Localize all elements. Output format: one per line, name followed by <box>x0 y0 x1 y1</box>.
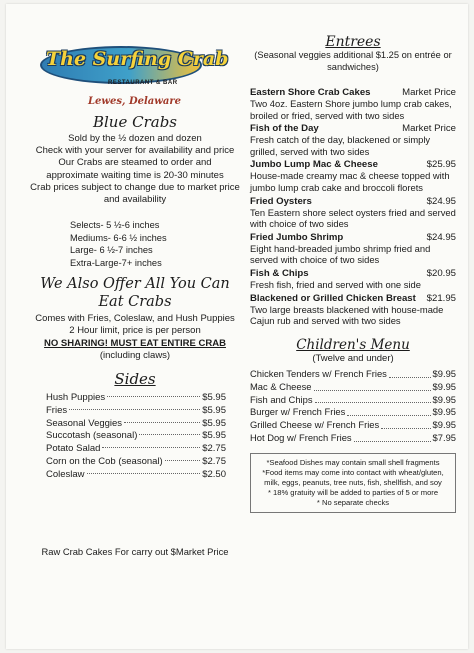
side-item <box>46 469 226 482</box>
leader-dots <box>314 378 431 391</box>
item-price: $2.75 <box>202 456 226 468</box>
entree-title <box>250 196 456 207</box>
entree-description: Ten Eastern shore select oysters fried and served with choice of two sides <box>250 206 456 230</box>
item-price: $5.95 <box>202 404 226 416</box>
sides-heading: Sides <box>114 370 156 389</box>
entree-name: Blackened or Grilled Chicken Breast <box>250 292 416 304</box>
entree-name: Fish & Chips <box>250 267 309 279</box>
entree-item <box>250 268 456 291</box>
side-item <box>46 443 226 456</box>
item-name: Potato Salad <box>46 443 101 455</box>
menu-sheet <box>6 4 468 649</box>
entree-description: House-made creamy mac & cheese topped with jumbo lump crab cake and broccoli florets <box>250 170 450 193</box>
entree-description: Two large breasts blackened with house-made Cajun rub and served with two sides <box>250 303 444 327</box>
item-price: $9.95 <box>432 367 456 379</box>
leader-dots <box>354 429 431 442</box>
item-name: Grilled Cheese w/ French Fries <box>250 419 380 431</box>
entree-title <box>250 268 456 279</box>
ayce-heading: We Also Offer All You Can Eat Crabs <box>40 276 230 311</box>
ayce-info <box>30 313 240 362</box>
item-name: Succotash (seasonal) <box>46 430 138 442</box>
entree-description: Fresh fish, fried and served with one side <box>250 278 421 290</box>
item-name: Hot Dog w/ French Fries <box>250 431 352 443</box>
entrees-heading: Entrees <box>325 34 381 50</box>
raw-crab-cakes: Raw Crab Cakes For carry out $Market Price <box>41 545 229 557</box>
leader-dots <box>124 422 200 423</box>
leader-dots <box>315 391 431 404</box>
item-price: $9.95 <box>432 393 456 405</box>
crab-size: Selects- 5 ½-6 inches <box>70 220 160 231</box>
item-name: Hush Puppies <box>46 392 106 404</box>
blue-crabs-heading: Blue Crabs <box>92 113 178 131</box>
right-column <box>250 4 456 513</box>
item-name: Burger w/ French Fries <box>250 406 346 418</box>
blue-crabs-line: Crab prices subject to change due to market price <box>30 181 240 193</box>
leader-dots <box>381 416 430 429</box>
entree-name: Fried Oysters <box>250 195 312 207</box>
kids-subheading: (Twelve and under) <box>312 352 394 364</box>
entree-name: Fish of the Day <box>250 123 319 135</box>
left-column <box>30 4 240 558</box>
item-price: $9.95 <box>432 380 456 392</box>
logo-location: Lewes, Delaware <box>88 96 181 107</box>
sides-list <box>30 392 240 482</box>
leader-dots <box>139 434 200 435</box>
entree-price: $25.95 <box>426 159 456 171</box>
crab-sizes <box>30 219 240 269</box>
leader-dots <box>107 396 200 397</box>
crab-size: Large- 6 ½-7 inches <box>70 245 153 256</box>
crab-size: Mediums- 6-6 ½ inches <box>70 232 167 243</box>
blue-crabs-info <box>30 133 240 206</box>
item-name: Seasonal Veggies <box>46 417 123 429</box>
side-item <box>46 392 226 405</box>
entree-title <box>250 123 456 134</box>
kids-item <box>250 432 456 445</box>
leader-dots <box>165 460 201 461</box>
entree-name: Eastern Shore Crab Cakes <box>250 87 371 98</box>
entree-item <box>250 196 456 230</box>
item-name: Coleslaw <box>46 468 85 480</box>
crab-size: Extra-Large-7+ inches <box>70 257 162 268</box>
logo-name: The Surfing Crab <box>46 48 229 70</box>
entree-title <box>250 159 456 170</box>
entree-name: Jumbo Lump Mac & Cheese <box>250 159 378 171</box>
entree-price: Market Price <box>402 123 456 135</box>
item-price: $5.95 <box>202 392 226 404</box>
blue-crabs-line: approximate waiting time is 20-30 minutes <box>46 169 224 181</box>
item-price: $9.95 <box>432 406 456 418</box>
entree-name: Fried Jumbo Shrimp <box>250 231 344 243</box>
side-item <box>46 405 226 418</box>
item-name: Chicken Tenders w/ French Fries <box>250 367 387 379</box>
entree-title <box>250 293 456 304</box>
kids-heading: Children's Menu <box>296 336 410 353</box>
notice-line: * 18% gratuity will be added to parties of 5 or more <box>267 487 439 497</box>
blue-crabs-line: Our Crabs are steamed to order and <box>58 157 212 169</box>
entree-price: $24.95 <box>426 231 456 243</box>
side-item <box>46 430 226 443</box>
entrees-note: (Seasonal veggies additional $1.25 on entrée or sandwiches) <box>254 50 452 72</box>
side-item <box>46 456 226 469</box>
leader-dots <box>102 447 200 448</box>
logo-subtitle: RESTAURANT & BAR <box>108 80 178 86</box>
ayce-line: (including claws) <box>99 349 171 361</box>
item-name: Corn on the Cob (seasonal) <box>46 456 163 468</box>
ayce-warning: NO SHARING! MUST EAT ENTIRE CRAB <box>44 337 226 349</box>
item-name: Mac & Cheese <box>250 380 312 392</box>
item-price: $2.50 <box>202 468 226 480</box>
blue-crabs-line: and availability <box>103 194 167 206</box>
kids-list <box>250 368 456 445</box>
entree-title <box>250 232 456 243</box>
item-price: $5.95 <box>202 417 226 429</box>
item-price: $2.75 <box>202 443 226 455</box>
notice-line: *Seafood Dishes may contain small shell fragments <box>266 457 440 467</box>
entree-description: Fresh catch of the day, blackened or simply grilled, served with two sides <box>250 134 431 157</box>
blue-crabs-line: Sold by the ½ dozen and dozen <box>68 133 202 144</box>
entree-description: Two 4oz. Eastern Shore jumbo lump crab cakes, broiled or fried, served with two sides <box>250 98 452 121</box>
side-item <box>46 418 226 431</box>
entree-item <box>250 232 456 266</box>
entree-item <box>250 159 456 193</box>
entree-price: $21.95 <box>426 292 456 304</box>
notice-line: *Food items may come into contact with wheat/gluten, milk, eggs, peanuts, tree nuts, fish, shellfish, and soy <box>262 467 444 487</box>
entree-item <box>250 123 456 157</box>
ayce-line: Comes with Fries, Coleslaw, and Hush Puppies <box>35 313 235 325</box>
entree-item <box>250 87 456 121</box>
entree-item <box>250 293 456 327</box>
entree-price: $24.95 <box>426 195 456 207</box>
leader-dots <box>69 409 200 410</box>
ayce-line: 2 Hour limit, price is per person <box>69 325 201 337</box>
notice-line: * No separate checks <box>316 497 390 507</box>
item-name: Fries <box>46 404 68 416</box>
entree-price: Market Price <box>402 87 456 98</box>
blue-crabs-line: Check with your server for availability and price <box>35 145 235 157</box>
entree-price: $20.95 <box>426 267 456 279</box>
item-price: $5.95 <box>202 430 226 442</box>
entree-description: Eight hand-breaded jumbo shrimp fried and served with choice of two sides <box>250 242 431 266</box>
item-price: $7.95 <box>432 431 456 443</box>
leader-dots <box>347 403 430 416</box>
leader-dots <box>389 365 431 378</box>
entree-title <box>250 87 456 98</box>
leader-dots <box>87 473 201 474</box>
allergy-notice <box>250 453 456 513</box>
item-name: Fish and Chips <box>250 393 313 405</box>
item-price: $9.95 <box>432 419 456 431</box>
